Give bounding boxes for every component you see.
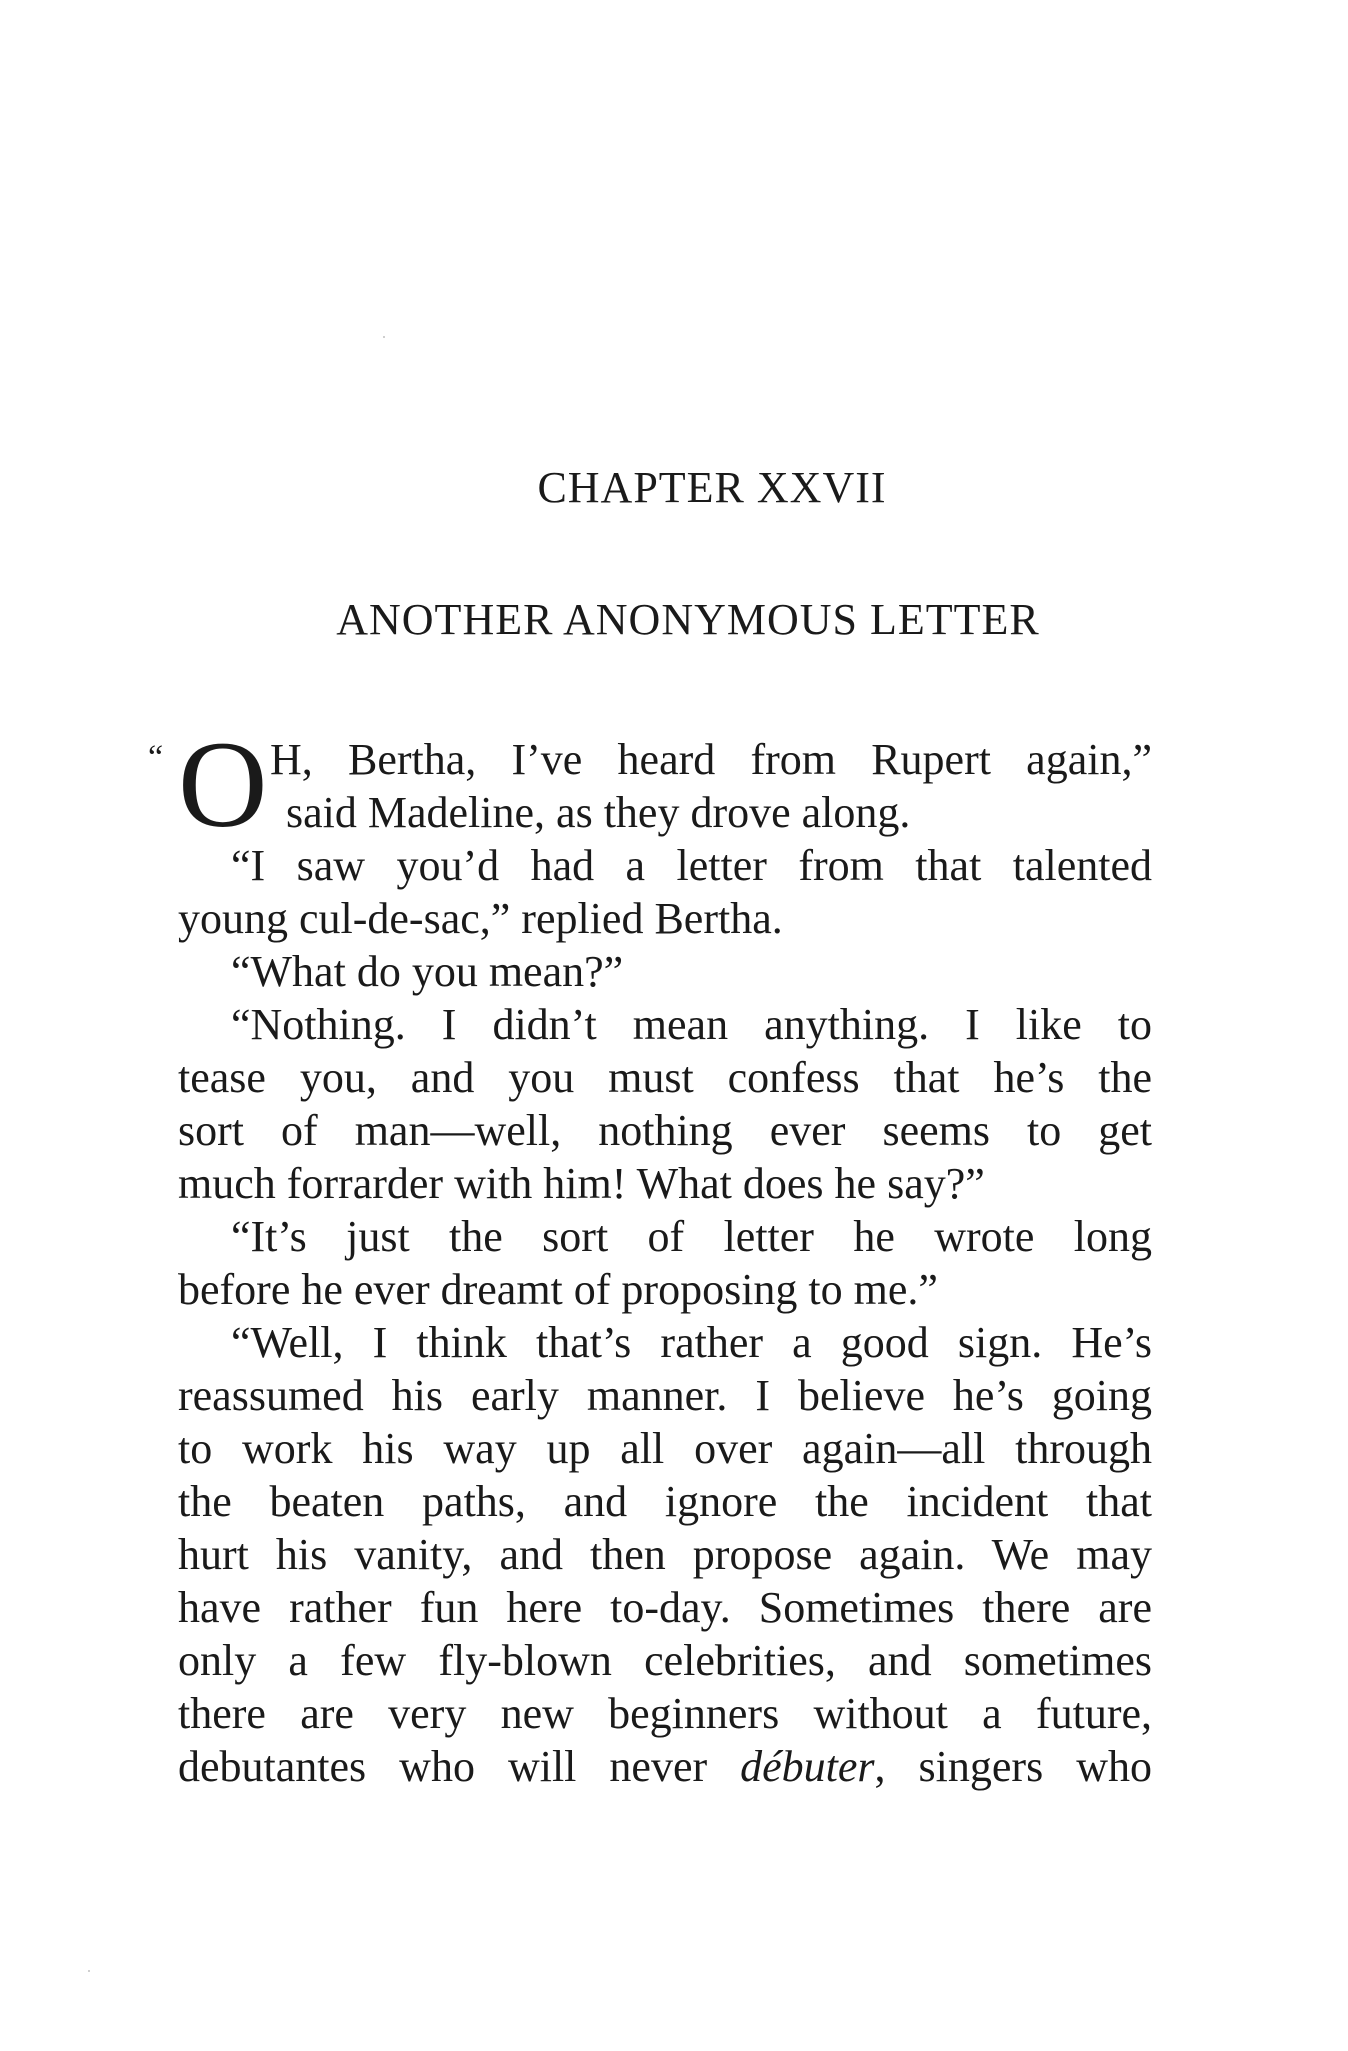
text-line: said Madeline, as they drove along.	[286, 788, 911, 837]
text-line: H, Bertha, I’ve heard from Rupert again,”	[270, 735, 1152, 784]
text-line: only a few fly-blown celebrities, and sometimes	[178, 1636, 1152, 1685]
body-text	[148, 716, 1152, 1793]
chapter-title: ANOTHER ANONYMOUS LETTER	[336, 595, 1040, 644]
text-line: there are very new beginners without a future,	[178, 1689, 1152, 1738]
text-segment: debutantes who will never	[178, 1742, 741, 1791]
text-line: “Nothing. I didn’t mean anything. I like to	[231, 1000, 1152, 1049]
text-line: young cul-de-sac,” replied Bertha.	[178, 894, 783, 943]
text-line: reassumed his early manner. I believe he’s going	[178, 1371, 1152, 1420]
italic-word: débuter	[740, 1742, 875, 1791]
text-line: to work his way up all over again—all through	[178, 1424, 1152, 1473]
drop-cap: O	[178, 716, 268, 853]
text-line: the beaten paths, and ignore the incident that	[178, 1477, 1152, 1526]
paragraph	[178, 1316, 1152, 1793]
text-line: before he ever dreamt of proposing to me.”	[178, 1265, 938, 1314]
paper-speck	[88, 1970, 90, 1972]
paragraph	[178, 945, 1152, 998]
text-line: have rather fun here to-day. Sometimes there are	[178, 1583, 1152, 1632]
chapter-number: CHAPTER XXVII	[537, 463, 887, 512]
text-segment: , singers who	[874, 1742, 1152, 1791]
opening-quote-mark: “	[148, 739, 164, 776]
text-line: “I saw you’d had a letter from that talented	[231, 841, 1152, 890]
text-line: tease you, and you must confess that he’s the	[178, 1053, 1152, 1102]
paper-speck	[383, 336, 385, 338]
text-line: “What do you mean?”	[231, 947, 624, 996]
paragraph	[178, 1210, 1152, 1316]
text-line: hurt his vanity, and then propose again. We may	[178, 1530, 1152, 1579]
text-line: sort of man—well, nothing ever seems to get	[178, 1106, 1152, 1155]
text-line: much forrarder with him! What does he say?”	[178, 1159, 985, 1208]
text-line	[178, 1740, 1152, 1793]
paragraph	[178, 998, 1152, 1210]
text-line: “It’s just the sort of letter he wrote long	[231, 1212, 1152, 1261]
text-line: “Well, I think that’s rather a good sign. He’s	[231, 1318, 1152, 1367]
paragraph	[148, 716, 1152, 853]
paragraph	[178, 839, 1152, 945]
